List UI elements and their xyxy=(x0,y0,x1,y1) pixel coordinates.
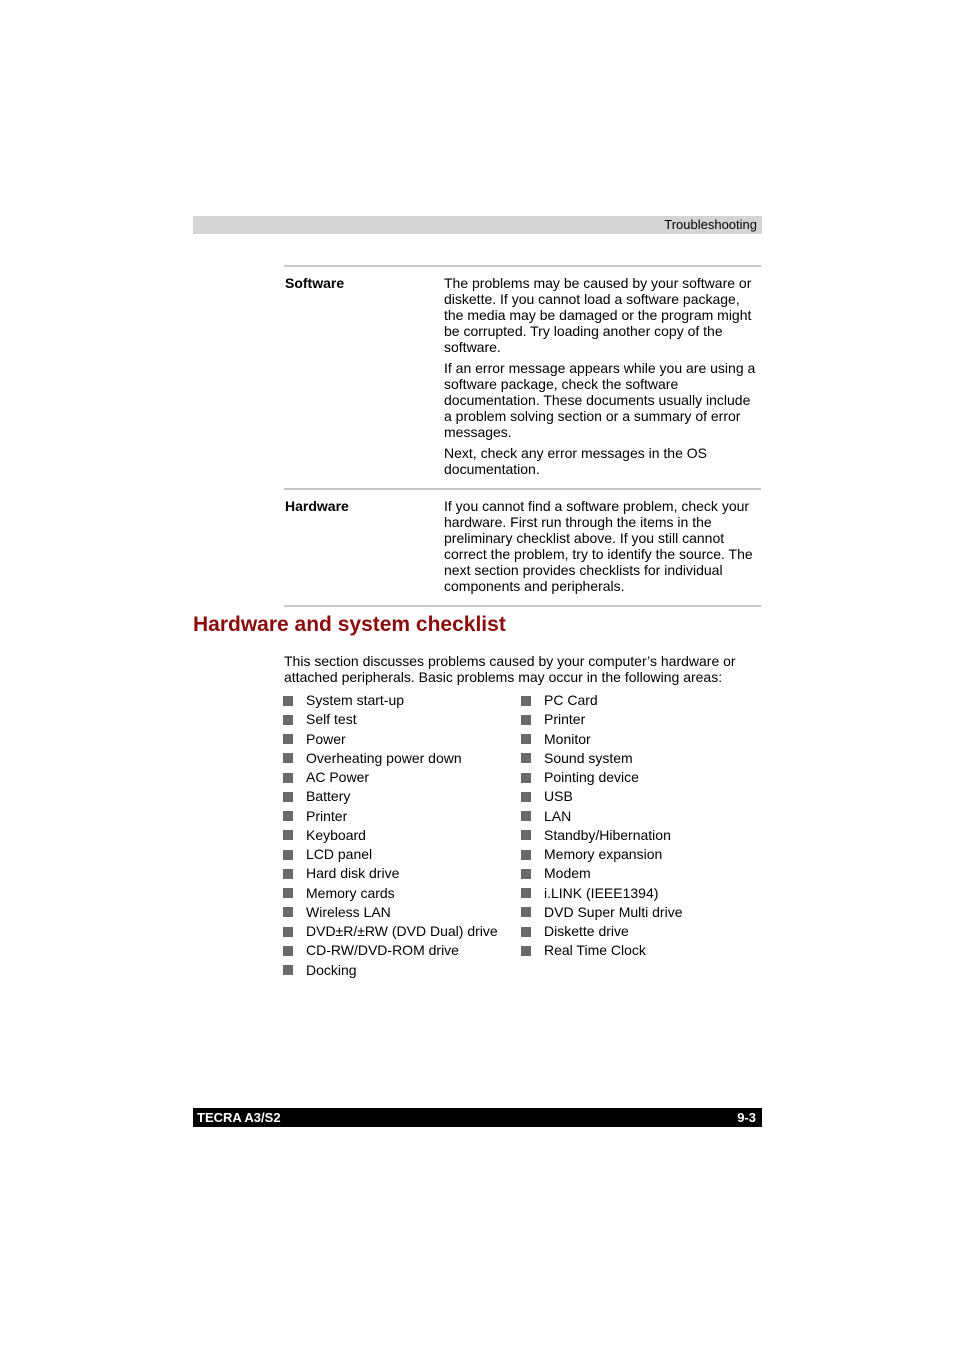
checklist-item xyxy=(283,787,498,806)
checklist-item-label: USB xyxy=(544,788,573,805)
square-bullet-icon xyxy=(283,753,293,763)
row-term: Hardware xyxy=(285,498,349,514)
square-bullet-icon xyxy=(521,696,531,706)
square-bullet-icon xyxy=(283,927,293,937)
square-bullet-icon xyxy=(283,888,293,898)
checklist-item-label: Sound system xyxy=(544,749,633,766)
checklist-item xyxy=(283,730,498,749)
square-bullet-icon xyxy=(283,811,293,821)
footer-model: TECRA A3/S2 xyxy=(197,1110,281,1125)
checklist-item xyxy=(283,903,498,922)
square-bullet-icon xyxy=(283,830,293,840)
checklist-item-label: Memory expansion xyxy=(544,846,663,862)
description-paragraph: If an error message appears while you are using a software package, check the software documentation. These documents usually include a problem solving section or a summary of error messages. xyxy=(444,360,756,440)
checklist-item xyxy=(521,749,683,768)
square-bullet-icon xyxy=(283,946,293,956)
checklist-item-label: Docking xyxy=(306,961,357,978)
table-rule xyxy=(284,605,761,607)
square-bullet-icon xyxy=(521,734,531,744)
checklist-item-label: Hard disk drive xyxy=(306,865,400,882)
table-row-software xyxy=(284,267,761,488)
square-bullet-icon xyxy=(521,888,531,898)
checklist-item xyxy=(521,884,683,903)
square-bullet-icon xyxy=(521,927,531,937)
square-bullet-icon xyxy=(283,907,293,917)
checklist-item xyxy=(283,922,498,941)
checklist-item-label: Memory cards xyxy=(306,884,395,901)
table-row-hardware xyxy=(284,490,761,605)
checklist-item xyxy=(521,710,683,729)
square-bullet-icon xyxy=(283,869,293,879)
square-bullet-icon xyxy=(521,715,531,725)
checklist-item xyxy=(283,941,498,960)
row-description xyxy=(444,498,761,599)
square-bullet-icon xyxy=(521,773,531,783)
square-bullet-icon xyxy=(283,965,293,975)
checklist-item xyxy=(521,922,683,941)
checklist-item xyxy=(521,730,683,749)
checklist-item-label: DVD Super Multi drive xyxy=(544,903,683,920)
checklist-item xyxy=(521,787,683,806)
square-bullet-icon xyxy=(521,811,531,821)
square-bullet-icon xyxy=(521,792,531,802)
checklist-item-label: Real Time Clock xyxy=(544,942,646,959)
description-paragraph: The problems may be caused by your software or diskette. If you cannot load a software package, the media may be damaged or the program might be corrupted. Try loading another copy of the software. xyxy=(444,275,752,355)
checklist-item xyxy=(283,749,498,768)
checklist-item xyxy=(283,961,498,980)
checklist-item-label: LCD panel xyxy=(306,846,373,862)
checklist-item-label: Standby/Hibernation xyxy=(544,826,671,843)
square-bullet-icon xyxy=(521,946,531,956)
checklist-left xyxy=(283,691,498,980)
checklist-item-label: PC Card xyxy=(544,692,598,708)
square-bullet-icon xyxy=(521,850,531,860)
checklist-item xyxy=(283,768,498,787)
checklist-item-label: System start-up xyxy=(306,692,405,708)
checklist-item xyxy=(283,710,498,729)
checklist-item-label: Keyboard xyxy=(306,826,366,843)
checklist-item-label: Power xyxy=(306,730,346,747)
checklist-item-label: AC Power xyxy=(306,769,370,785)
square-bullet-icon xyxy=(521,907,531,917)
checklist-item-label: DVD±R/±RW (DVD Dual) drive xyxy=(306,923,498,939)
checklist-item xyxy=(283,845,498,864)
page-number: 9-3 xyxy=(737,1110,756,1125)
square-bullet-icon xyxy=(521,830,531,840)
running-footer xyxy=(193,1108,762,1127)
square-bullet-icon xyxy=(521,869,531,879)
checklist-item xyxy=(521,768,683,787)
checklist-item-label: Monitor xyxy=(544,730,591,747)
checklist-item-label: Pointing device xyxy=(544,769,639,785)
checklist-item xyxy=(521,807,683,826)
square-bullet-icon xyxy=(283,715,293,725)
checklist-item-label: Battery xyxy=(306,788,351,805)
row-description xyxy=(444,275,761,482)
checklist-item-label: Wireless LAN xyxy=(306,903,391,920)
section-title: Hardware and system checklist xyxy=(193,613,506,636)
running-header xyxy=(193,216,762,234)
checklist-item-label: Printer xyxy=(544,711,586,728)
checklist-item xyxy=(521,826,683,845)
square-bullet-icon xyxy=(283,850,293,860)
checklist-item xyxy=(283,884,498,903)
checklist-item xyxy=(521,864,683,883)
checklist-item-label: Diskette drive xyxy=(544,923,629,939)
checklist-item-label: CD-RW/DVD-ROM drive xyxy=(306,942,459,959)
checklist-item-label: Printer xyxy=(306,807,348,824)
checklist-item-label: i.LINK (IEEE1394) xyxy=(544,884,659,901)
checklist-item-label: LAN xyxy=(544,807,572,824)
checklist-item xyxy=(283,691,498,710)
header-title: Troubleshooting xyxy=(664,217,757,232)
checklist-item xyxy=(521,691,683,710)
square-bullet-icon xyxy=(283,792,293,802)
section-intro: This section discusses problems caused by your computer’s hardware or attached peripherals. Basic problems may occur in the following areas: xyxy=(284,653,736,685)
row-term: Software xyxy=(285,275,345,291)
square-bullet-icon xyxy=(521,753,531,763)
troubleshooting-table xyxy=(284,265,761,607)
checklist-item-label: Modem xyxy=(544,865,591,882)
description-paragraph: If you cannot find a software problem, check your hardware. First run through the items in the preliminary checklist above. If you still cannot correct the problem, try to identify the source. The next section provides checklists for individual components and peripherals. xyxy=(444,498,753,594)
square-bullet-icon xyxy=(283,773,293,783)
checklist-item-label: Overheating power down xyxy=(306,749,462,766)
checklist-item xyxy=(283,864,498,883)
checklist-item xyxy=(283,807,498,826)
description-paragraph: Next, check any error messages in the OS documentation. xyxy=(444,445,707,477)
checklist-item xyxy=(521,941,683,960)
checklist-right xyxy=(521,691,683,961)
checklist-item xyxy=(283,826,498,845)
square-bullet-icon xyxy=(283,696,293,706)
checklist-item xyxy=(521,903,683,922)
square-bullet-icon xyxy=(283,734,293,744)
checklist-item-label: Self test xyxy=(306,711,357,728)
checklist-item xyxy=(521,845,683,864)
